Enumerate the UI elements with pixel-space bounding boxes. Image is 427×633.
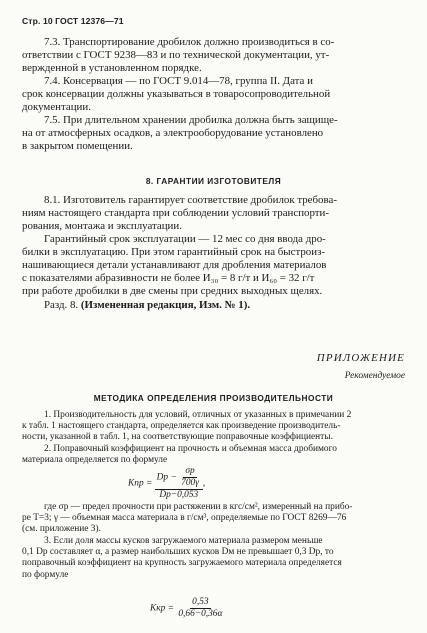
text-line: ответствии с ГОСТ 9238—83 и по технической документации, ут-: [22, 49, 330, 62]
text-line: вержденной в установленном порядке.: [22, 62, 202, 75]
text-line: ре Т=3; γ — объемная масса материала в г/см³, определяемые по ГОСТ 8269—76: [22, 513, 347, 524]
formula-denominator: Dр−0,053: [159, 490, 199, 500]
text-line: где σр — предел прочности при растяжении в кгс/см², измеренный на прибо-: [44, 502, 353, 512]
text-line: (см. приложение 3).: [22, 524, 101, 535]
text-line: 7.5. При длительном хранении дробилка должна быть защище-: [44, 114, 338, 126]
text-line: документации.: [22, 101, 91, 114]
text-line: ниям настоящего стандарта при соблюдении условий транспорти-: [22, 207, 330, 220]
paragraph-7-5: [22, 114, 412, 153]
numerator-minus: −: [170, 472, 177, 483]
formula-tail: ,: [202, 478, 206, 489]
formula-strength-coefficient: [128, 466, 205, 501]
text-line: к табл. 1 настоящего стандарта, определяется как произведение производитель-: [22, 421, 341, 432]
text-line: ности, указанной в табл. 1, на соответствующие поправочные коэффициенты.: [22, 432, 333, 443]
text-line: 0,1 Dр составляет α, а размер наибольших кусков Dм не превышает 0,3 Dр, то: [22, 547, 334, 558]
text-line: нашивающиеся детали устанавливают для дробления материалов: [22, 259, 327, 272]
paragraph-7-4: [22, 75, 412, 114]
text-line: 3. Если доля массы кусков загружаемого материала размером меньше: [44, 536, 323, 546]
paragraph-8-warranty: [22, 233, 412, 298]
formula-lhs: Kпр =: [128, 478, 153, 489]
text-line: рования, монтажа и эксплуатации.: [22, 220, 182, 233]
text-line: на от атмосферных осадков, а электрооборудование установлено: [22, 127, 324, 140]
appendix-sublabel: Рекомендуемое: [344, 371, 405, 381]
text-line: билки в эксплуатацию. При этом гарантийный срок на быстроиз-: [22, 246, 325, 259]
method-paragraph-1: [22, 410, 412, 444]
formula-fraction: [155, 466, 206, 501]
text-line: 2. Поправочный коэффициент на прочность и объемная масса дробимого: [44, 444, 337, 454]
text-line: срок консервации должны указываться в товаросопроводительной: [22, 88, 331, 101]
text-line: 8.1. Изготовитель гарантирует соответствие дробилок требова-: [44, 194, 337, 206]
page-header: Стр. 10 ГОСТ 12376—71: [22, 16, 124, 26]
section-8-title: 8. ГАРАНТИИ ИЗГОТОВИТЕЛЯ: [145, 176, 282, 186]
inner-numerator: σр: [185, 466, 195, 476]
formula-size-coefficient: [150, 597, 224, 620]
text-line: с показателями абразивности не более И₃₀ = 8 г/т и И₆₀ = 32 г/т: [22, 272, 315, 285]
paragraph-8-1: [22, 194, 412, 233]
text-line: в закрытом помещении.: [22, 140, 133, 153]
formula-numerator: 0,53: [192, 597, 209, 607]
inner-fraction: [179, 466, 201, 489]
text-line: по формуле: [22, 569, 69, 580]
text-line: 1. Производительность для условий, отличных от указанных в примечании 2: [44, 410, 352, 420]
numerator-term: Dр: [156, 472, 169, 483]
formula-denominator: 0,66−0,36α: [178, 609, 223, 619]
formula-lhs: Kкр =: [150, 603, 174, 614]
text-line: поправочный коэффициент на крупность загружаемого материала определяется: [22, 558, 342, 569]
method-title: МЕТОДИКА ОПРЕДЕЛЕНИЯ ПРОИЗВОДИТЕЛЬНОСТИ: [93, 393, 334, 403]
text-line: Гарантийный срок эксплуатации — 12 мес со дня ввода дро-: [44, 233, 326, 245]
text-line: 7.3. Транспортирование дробилок должно производиться в со-: [44, 36, 335, 48]
amendment-note: [22, 299, 250, 312]
text-line: при работе дробилки в две смены при средних выходных щелях.: [22, 285, 323, 298]
amendment-prefix: Разд. 8.: [44, 299, 79, 311]
appendix-label: ПРИЛОЖЕНИЕ: [316, 352, 405, 364]
method-paragraph-2: [22, 444, 412, 466]
formula-fraction: [176, 597, 224, 620]
inner-denominator: 700γ: [181, 478, 199, 488]
formula-numerator: [155, 466, 206, 490]
paragraph-7-3: [22, 36, 412, 75]
method-paragraph-2-where: [22, 502, 412, 536]
text-line: материала определяется по формуле: [22, 455, 168, 466]
method-paragraph-3: [22, 536, 412, 581]
text-line: 7.4. Консервация — по ГОСТ 9.014—78, группа II. Дата и: [44, 75, 313, 87]
amendment-text: (Измененная редакция, Изм. № 1).: [80, 299, 251, 311]
